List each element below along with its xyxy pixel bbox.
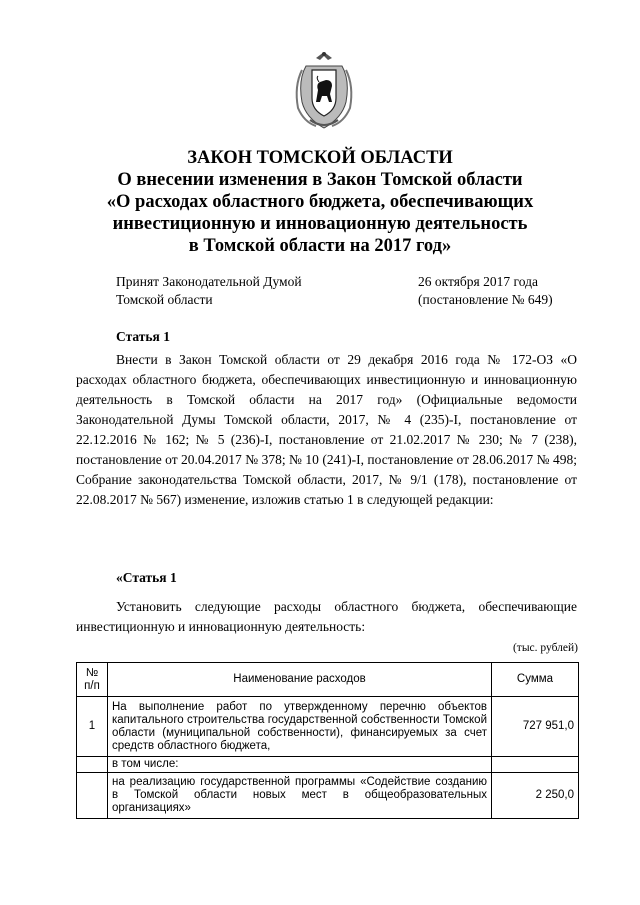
adoption-body-line-1: Принят Законодательной Думой bbox=[116, 274, 302, 289]
header-number: № п/п bbox=[77, 663, 108, 697]
table-row bbox=[77, 757, 579, 773]
row-number bbox=[77, 757, 108, 773]
subtitle-line-4: в Томской области на 2017 год» bbox=[188, 236, 452, 256]
units-note: (тыс. рублей) bbox=[512, 642, 578, 654]
expenses-table bbox=[76, 662, 579, 819]
row-number bbox=[77, 773, 108, 819]
row-sum: 2 250,0 bbox=[492, 773, 579, 819]
row-expense-name: на реализацию государственной программы «Содействие созданию в Томской области новых мест в общеобразовательных организациях» bbox=[108, 773, 492, 819]
coat-of-arms-emblem bbox=[292, 50, 356, 132]
table-row bbox=[77, 773, 579, 819]
subtitle-line-1: О внесении изменения в Закон Томской области bbox=[117, 170, 523, 190]
row-number: 1 bbox=[77, 697, 108, 757]
article-1-body: Внести в Закон Томской области от 29 декабря 2016 года № 172-ОЗ «О расходах областного бюджета, обеспечивающих инвестиционную и инновационную деятельность в Томской области на 2017 год» (Официальные ведомости Законодательной Думы Томской области, 2017, № 4 (235)-I, постановление от 22.12.2016 № 162; № 5 (236)-I, постановление от 21.02.2017 № 230; № 7 (238), постановление от 20.04.2017 № 378; № 10 (241)-I, постановление от 28.06.2017 № 498; Собрание законодательства Томской области, 2017, № 9/1 (178), постановление от 22.08.2017 № 567) изменение, изложив статью 1 в следующей редакции: bbox=[76, 352, 577, 507]
quoted-article-body: Установить следующие расходы областного бюджета, обеспечивающие инвестиционную и инновационную деятельность: bbox=[76, 599, 577, 634]
adoption-resolution: (постановление № 649) bbox=[418, 292, 553, 307]
table-header-row bbox=[77, 663, 579, 697]
table-row bbox=[77, 697, 579, 757]
subtitle-line-3: инвестиционную и инновационную деятельность bbox=[112, 214, 528, 234]
adoption-date: 26 октября 2017 года bbox=[418, 274, 538, 289]
row-sum: 727 951,0 bbox=[492, 697, 579, 757]
adoption-body-line-2: Томской области bbox=[116, 292, 213, 307]
row-expense-name: На выполнение работ по утвержденному перечню объектов капитального строительства государственной собственности Томской области (муниципальной собственности), финансируемых за счет средств областного бюджета, bbox=[108, 697, 492, 757]
law-title: ЗАКОН ТОМСКОЙ ОБЛАСТИ bbox=[187, 148, 453, 168]
subtitle-line-2: «О расходах областного бюджета, обеспечивающих bbox=[106, 192, 534, 212]
row-expense-name: в том числе: bbox=[108, 757, 492, 773]
article-1-heading: Статья 1 bbox=[116, 329, 170, 344]
quoted-article-heading: «Статья 1 bbox=[116, 570, 177, 585]
header-sum: Сумма bbox=[492, 663, 579, 697]
header-expense-name: Наименование расходов bbox=[108, 663, 492, 697]
row-sum bbox=[492, 757, 579, 773]
